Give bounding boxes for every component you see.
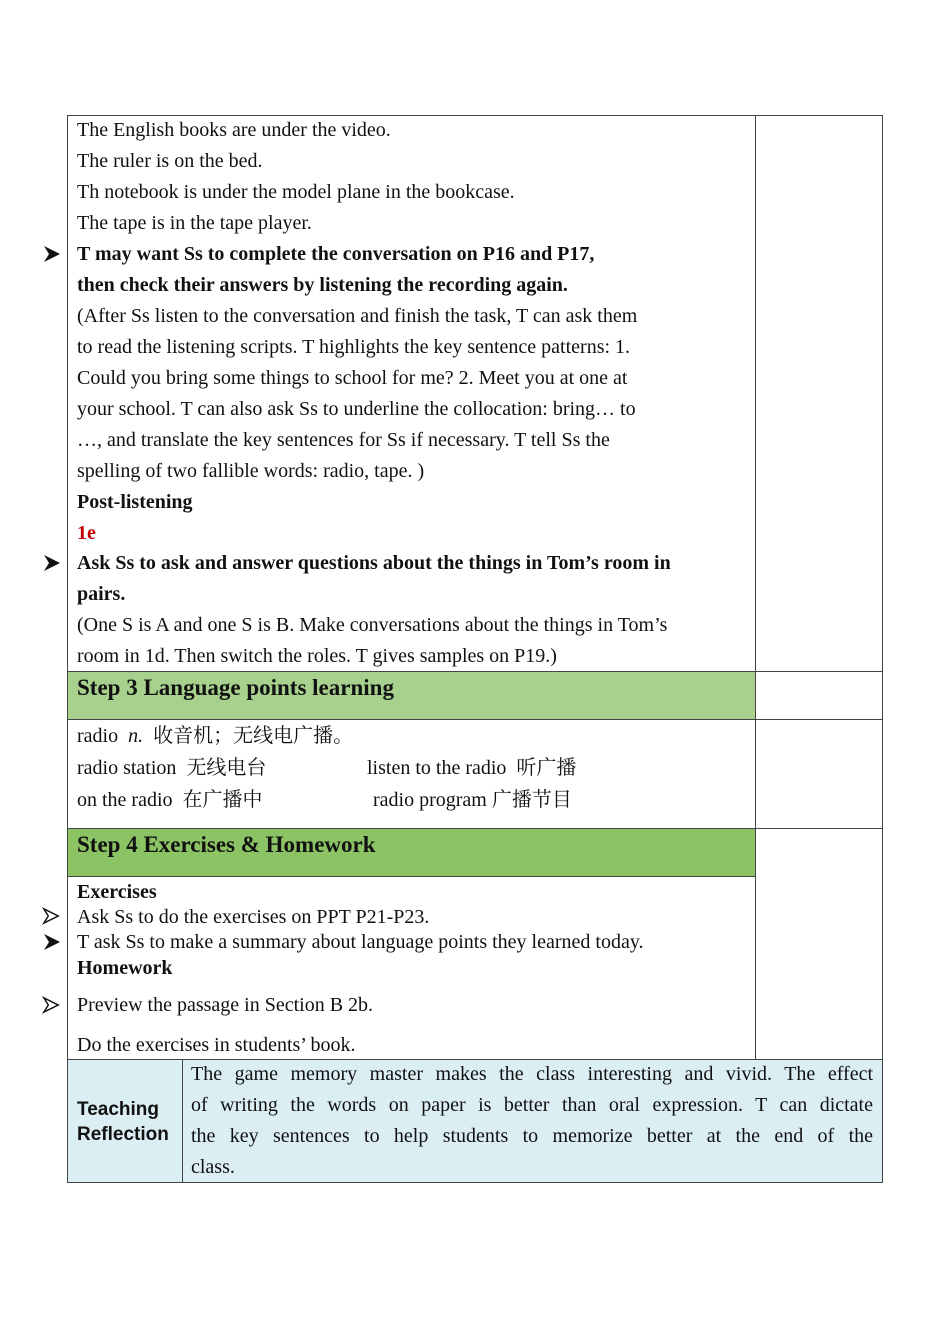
- reflection-line: The game memory master makes the class interesting and vivid. The effect: [191, 1063, 873, 1085]
- note-line: …, and translate the key sentences for Ss if necessary. T tell Ss the: [77, 429, 610, 451]
- exercises-heading: Exercises: [77, 881, 157, 903]
- phrase-item: on the radio 在广播中: [77, 789, 263, 811]
- homework-heading: Homework: [77, 957, 173, 979]
- task-instruction: Ask Ss to ask and answer questions about the things in Tom’s room in: [77, 552, 671, 574]
- note-line: to read the listening scripts. T highlights the key sentence patterns: 1.: [77, 336, 631, 358]
- homework-item: Preview the passage in Section B 2b.: [77, 994, 374, 1016]
- vocab-word: radio: [77, 725, 119, 747]
- phrase-item: radio program 广播节目: [373, 789, 572, 811]
- activity-label: 1e: [77, 522, 96, 544]
- note-line: (After Ss listen to the conversation and finish the task, T can ask them: [77, 305, 638, 327]
- note-line: room in 1d. Then switch the roles. T gives samples on P19.): [77, 645, 557, 667]
- sentence-line: The tape is in the tape player.: [77, 212, 312, 234]
- homework-item: Do the exercises in students’ book.: [77, 1034, 356, 1056]
- exercise-item: T ask Ss to make a summary about language points they learned today.: [77, 931, 644, 953]
- table-border-step3-top: [67, 671, 883, 672]
- reflection-line: the key sentences to help students to memorize better at the end of the: [191, 1125, 873, 1147]
- arrow-bullet-icon: [42, 553, 62, 573]
- note-line: Could you bring some things to school for me? 2. Meet you at one at: [77, 367, 628, 389]
- note-line: (One S is A and one S is B. Make conversations about the things in Tom’s: [77, 614, 668, 636]
- reflection-text: [191, 1059, 873, 1183]
- note-line: spelling of two fallible words: radio, tape. ): [77, 460, 425, 482]
- arrow-bullet-icon: [42, 907, 60, 925]
- sentence-line: The ruler is on the bed.: [77, 150, 263, 172]
- reflection-divider: [182, 1059, 183, 1183]
- arrow-bullet-icon: [42, 244, 62, 264]
- table-border-step3-bottom: [67, 719, 883, 720]
- vocab-meaning: 收音机；无线电广播。: [153, 725, 354, 747]
- table-border-left: [67, 115, 68, 1183]
- step4-heading: Step 4 Exercises & Homework: [77, 832, 376, 857]
- reflection-label: Teaching Reflection: [77, 1099, 169, 1145]
- table-border-step4-bottom: [67, 876, 755, 877]
- phrase-item: listen to the radio 听广播: [367, 757, 577, 779]
- sentence-line: Th notebook is under the model plane in the bookcase.: [77, 181, 515, 203]
- vocab-pos: n.: [128, 725, 144, 747]
- phrase-item: radio station 无线电台: [77, 757, 267, 779]
- task-instruction: then check their answers by listening the recording again.: [77, 274, 568, 296]
- table-border-right: [882, 115, 883, 1183]
- arrow-bullet-icon: [42, 996, 60, 1014]
- vocab-entry: [77, 724, 353, 748]
- task-instruction: T may want Ss to complete the conversation on P16 and P17,: [77, 243, 595, 265]
- table-border-middle: [755, 115, 756, 1060]
- reflection-line: class.: [191, 1156, 235, 1178]
- step3-heading: Step 3 Language points learning: [77, 675, 394, 700]
- task-instruction: pairs.: [77, 583, 126, 605]
- note-line: your school. T can also ask Ss to underline the collocation: bring… to: [77, 398, 636, 420]
- table-border-top: [67, 115, 883, 116]
- table-border-step4-top: [67, 828, 883, 829]
- reflection-line: of writing the words on paper is better than oral expression. T can dictate: [191, 1094, 873, 1116]
- arrow-bullet-icon: [42, 932, 62, 952]
- exercise-item: Ask Ss to do the exercises on PPT P21-P23.: [77, 906, 430, 928]
- post-listening-heading: Post-listening: [77, 491, 193, 513]
- sentence-line: The English books are under the video.: [77, 119, 391, 141]
